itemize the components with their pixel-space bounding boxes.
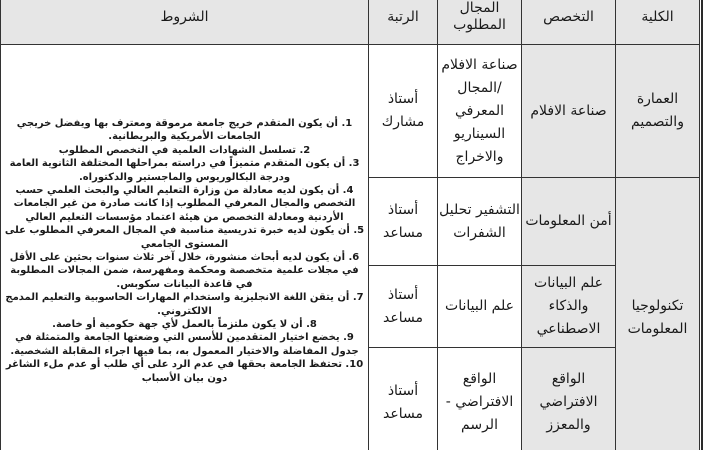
rank-cell: أستاذ مساعد <box>369 266 438 348</box>
header-specialization: التخصص <box>522 0 616 45</box>
condition-item: 6. أن يكون لديه أبحاث منشورة، خلال آخر ثلاث سنوات بحثين على الأقل في مجلات علمية متخصصة ومحكمة ومفهرسة، ضمن المجالات المطلوبة في قاعدة البيانات سكوبس. <box>9 252 360 290</box>
specialization-cell: صناعة الافلام <box>522 45 616 178</box>
college-cell: تكنولوجيا المعلومات <box>616 178 700 450</box>
college-cell: العمارة والتصميم <box>616 45 700 178</box>
rank-cell: أستاذ مساعد <box>369 348 438 450</box>
specialization-cell: أمن المعلومات <box>522 178 616 266</box>
header-college: الكلية <box>616 0 700 45</box>
page-edge-rule <box>701 0 703 450</box>
condition-item: 4. أن يكون لديه معادلة من وزارة التعليم العالي والبحث العلمي حسب التخصص والمجال المعرفي المطلوب إذا كانت صادرة من غير الجامعات الأردنية ومعادلة التخصص من هيئة اعتماد مؤسسات التعليم العالي <box>13 184 356 223</box>
header-rank: الرتبة <box>369 0 438 45</box>
condition-item: 3. أن يكون المتقدم متميزاً في دراسته بمراحلها المختلفة الثانوية العامة ودرجة البكالوريوس والماجستير والدكتوراه. <box>9 158 360 183</box>
condition-item: 5. أن يكون لديه خبرة تدريسية مناسبة في المجال المعرفي المطلوب على المستوى الجامعي <box>4 225 365 250</box>
required-field-cell: علم البيانات <box>438 266 522 348</box>
condition-item: 8. أن لا يكون ملتزماً بالعمل لأي جهة حكومية أو خاصة. <box>52 319 317 331</box>
required-field-cell: صناعة الافلام /المجال المعرفي السيناريو والاخراج <box>438 45 522 178</box>
conditions-list <box>1 117 368 385</box>
condition-item: 9. يخضع اختيار المتقدمين للأسس التي وضعتها الجامعة والمتمثلة في جدول المفاضلة والاختيار المعمول به، بما فيها اجراء المقابلة الشخصية. <box>10 332 359 357</box>
rank-cell: أستاذ مساعد <box>369 178 438 266</box>
conditions-cell <box>1 45 369 450</box>
required-field-cell: الواقع الافتراضي - الرسم <box>438 348 522 450</box>
header-required-field-text: المجال المطلوب <box>453 0 506 33</box>
header-conditions: الشروط <box>1 0 369 45</box>
condition-item: 7. أن يتقن اللغة الانجليزية واستخدام المهارات الحاسوبية والتعليم المدمج الالكتروني. <box>5 292 364 317</box>
specialization-cell: الواقع الافتراضي والمعزز <box>522 348 616 450</box>
condition-item: 2. تسلسل الشهادات العلمية في التخصص المطلوب <box>58 144 311 156</box>
required-field-cell: التشفير تحليل الشفرات <box>438 178 522 266</box>
condition-item: 10. تحتفظ الجامعة بحقها في عدم الرد على أي طلب أو عدم ملء الشاغر دون بيان الأسباب <box>5 359 364 384</box>
rank-cell: أستاذ مشارك <box>369 45 438 178</box>
header-required-field <box>438 0 522 45</box>
condition-item: 1. أن يكون المتقدم خريج جامعة مرموقة ومعترف بها ويفضل خريجي الجامعات الأمريكية والبريطانية. <box>16 117 353 143</box>
specialization-cell: علم البيانات والذكاء الاصطناعي <box>522 266 616 348</box>
